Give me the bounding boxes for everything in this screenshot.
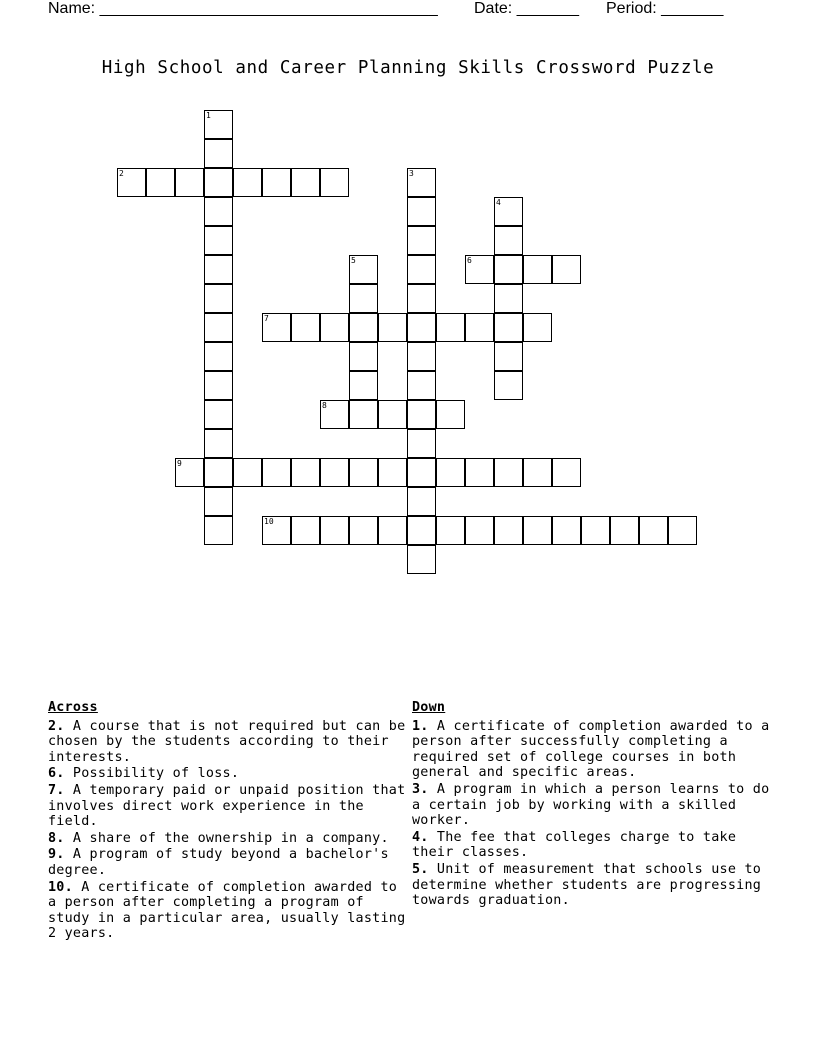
- crossword-cell[interactable]: [175, 168, 204, 197]
- crossword-cell[interactable]: [407, 429, 436, 458]
- crossword-cell[interactable]: [494, 371, 523, 400]
- crossword-cell[interactable]: [204, 458, 233, 487]
- crossword-cell[interactable]: [262, 458, 291, 487]
- crossword-cell[interactable]: [233, 168, 262, 197]
- crossword-cell[interactable]: [465, 255, 494, 284]
- crossword-cell[interactable]: [291, 168, 320, 197]
- crossword-cell[interactable]: [378, 400, 407, 429]
- crossword-cell[interactable]: [581, 516, 610, 545]
- crossword-cell[interactable]: [204, 487, 233, 516]
- down-clue: [412, 782, 774, 829]
- crossword-cell[interactable]: [204, 313, 233, 342]
- crossword-cell[interactable]: [407, 400, 436, 429]
- crossword-cell[interactable]: [349, 284, 378, 313]
- crossword-cell[interactable]: [349, 342, 378, 371]
- crossword-cell[interactable]: [117, 168, 146, 197]
- clue-number: 3.: [412, 781, 429, 797]
- crossword-cell[interactable]: [407, 342, 436, 371]
- cell-number: 10: [264, 517, 274, 526]
- down-heading: Down: [412, 700, 446, 715]
- crossword-cell[interactable]: [407, 487, 436, 516]
- crossword-cell[interactable]: [407, 284, 436, 313]
- crossword-cell[interactable]: [610, 516, 639, 545]
- clue-number: 10.: [48, 879, 73, 895]
- crossword-cell[interactable]: [204, 284, 233, 313]
- across-clue: [48, 880, 410, 942]
- crossword-cell[interactable]: [262, 168, 291, 197]
- crossword-cell[interactable]: [407, 516, 436, 545]
- crossword-cell[interactable]: [204, 226, 233, 255]
- clue-text: A temporary paid or unpaid position that involves direct work experience in the field.: [48, 782, 406, 830]
- crossword-cell[interactable]: [552, 458, 581, 487]
- clue-text: A share of the ownership in a company.: [64, 830, 389, 846]
- cell-number: 7: [264, 314, 269, 323]
- crossword-cell[interactable]: [494, 342, 523, 371]
- clue-number: 6.: [48, 766, 65, 782]
- across-clue: [48, 831, 410, 847]
- crossword-cell[interactable]: [349, 400, 378, 429]
- clue-number: 8.: [48, 830, 65, 846]
- crossword-cell[interactable]: [465, 313, 494, 342]
- crossword-cell[interactable]: [407, 197, 436, 226]
- crossword-cell[interactable]: [262, 516, 291, 545]
- crossword-cell[interactable]: [523, 313, 552, 342]
- cell-number: 6: [467, 256, 472, 265]
- crossword-cell[interactable]: [494, 516, 523, 545]
- cell-number: 5: [351, 256, 356, 265]
- crossword-cell[interactable]: [407, 168, 436, 197]
- crossword-cell[interactable]: [204, 342, 233, 371]
- crossword-cell[interactable]: [639, 516, 668, 545]
- cell-number: 9: [177, 459, 182, 468]
- crossword-cell[interactable]: [465, 516, 494, 545]
- clue-text: A certificate of completion awarded to a person after successfully completing a required set of college courses in both general and specific areas.: [412, 718, 770, 781]
- crossword-cell[interactable]: [204, 168, 233, 197]
- crossword-cell[interactable]: [204, 255, 233, 284]
- crossword-cell[interactable]: [204, 371, 233, 400]
- down-clue: [412, 830, 774, 861]
- crossword-cell[interactable]: [291, 516, 320, 545]
- clue-number: 4.: [412, 829, 429, 845]
- crossword-cell[interactable]: [349, 516, 378, 545]
- crossword-cell[interactable]: [320, 458, 349, 487]
- across-clue: [48, 847, 410, 878]
- crossword-cell[interactable]: [436, 313, 465, 342]
- crossword-cell[interactable]: [204, 400, 233, 429]
- cell-number: 3: [409, 169, 414, 178]
- crossword-cell[interactable]: [552, 255, 581, 284]
- clue-number: 7.: [48, 782, 65, 798]
- clue-text: The fee that colleges charge to take their classes.: [412, 829, 737, 861]
- down-clue: [412, 719, 774, 781]
- crossword-cell[interactable]: [349, 255, 378, 284]
- crossword-cell[interactable]: [523, 255, 552, 284]
- crossword-cell[interactable]: [494, 284, 523, 313]
- cell-number: 2: [119, 169, 124, 178]
- crossword-cell[interactable]: [494, 197, 523, 226]
- crossword-cell[interactable]: [494, 458, 523, 487]
- crossword-cell[interactable]: [494, 226, 523, 255]
- crossword-cell[interactable]: [436, 516, 465, 545]
- crossword-cell[interactable]: [523, 516, 552, 545]
- crossword-cell[interactable]: [320, 400, 349, 429]
- down-clue: [412, 862, 774, 909]
- crossword-cell[interactable]: [407, 313, 436, 342]
- crossword-cell[interactable]: [233, 458, 262, 487]
- cell-number: 4: [496, 198, 501, 207]
- cell-number: 8: [322, 401, 327, 410]
- clue-text: A program in which a person learns to do a certain job by working with a skilled worker.: [412, 781, 770, 829]
- crossword-cell[interactable]: [291, 313, 320, 342]
- crossword-cell[interactable]: [146, 168, 175, 197]
- crossword-cell[interactable]: [407, 255, 436, 284]
- clue-number: 2.: [48, 718, 65, 734]
- crossword-cell[interactable]: [436, 400, 465, 429]
- crossword-cell[interactable]: [204, 516, 233, 545]
- crossword-cell[interactable]: [494, 313, 523, 342]
- across-clue: [48, 719, 410, 766]
- crossword-cell[interactable]: [349, 313, 378, 342]
- crossword-cell[interactable]: [204, 429, 233, 458]
- clue-text: Unit of measurement that schools use to determine whether students are progressing towards graduation.: [412, 861, 762, 909]
- crossword-cell[interactable]: [407, 371, 436, 400]
- crossword-cell[interactable]: [291, 458, 320, 487]
- across-heading: Across: [48, 700, 98, 715]
- across-clue: [48, 783, 410, 830]
- clue-text: A program of study beyond a bachelor's degree.: [48, 847, 389, 878]
- crossword-cell[interactable]: [349, 458, 378, 487]
- clue-text: A certificate of completion awarded to a person after completing a program of study in a particular area, usually lasting 2 years.: [48, 879, 406, 942]
- across-clue: [48, 766, 410, 782]
- crossword-cell[interactable]: [378, 458, 407, 487]
- period-field[interactable]: Period: _______: [606, 0, 724, 17]
- crossword-cell[interactable]: [407, 545, 436, 574]
- crossword-cell[interactable]: [523, 458, 552, 487]
- crossword-cell[interactable]: [320, 168, 349, 197]
- crossword-cell[interactable]: [175, 458, 204, 487]
- crossword-cell[interactable]: [262, 313, 291, 342]
- date-field[interactable]: Date: _______: [474, 0, 579, 17]
- crossword-cell[interactable]: [668, 516, 697, 545]
- crossword-cell[interactable]: [378, 313, 407, 342]
- clue-number: 5.: [412, 861, 429, 877]
- crossword-cell[interactable]: [407, 458, 436, 487]
- crossword-cell[interactable]: [436, 458, 465, 487]
- crossword-cell[interactable]: [204, 139, 233, 168]
- clue-number: 1.: [412, 718, 429, 734]
- clue-number: 9.: [48, 847, 65, 863]
- crossword-cell[interactable]: [494, 255, 523, 284]
- down-clues: [412, 700, 774, 910]
- crossword-cell[interactable]: [552, 516, 581, 545]
- cell-number: 1: [206, 111, 211, 120]
- crossword-cell[interactable]: [349, 371, 378, 400]
- across-clues: [48, 700, 410, 943]
- crossword-cell[interactable]: [204, 197, 233, 226]
- crossword-cell[interactable]: [320, 516, 349, 545]
- clue-text: A course that is not required but can be chosen by the students according to their interests.: [48, 718, 406, 765]
- crossword-cell[interactable]: [378, 516, 407, 545]
- name-field[interactable]: Name: ______________________________________: [48, 0, 438, 17]
- crossword-cell[interactable]: [204, 110, 233, 139]
- crossword-cell[interactable]: [320, 313, 349, 342]
- crossword-cell[interactable]: [407, 226, 436, 255]
- crossword-cell[interactable]: [465, 458, 494, 487]
- clue-text: Possibility of loss.: [64, 766, 240, 782]
- puzzle-title: High School and Career Planning Skills Crossword Puzzle: [101, 58, 715, 78]
